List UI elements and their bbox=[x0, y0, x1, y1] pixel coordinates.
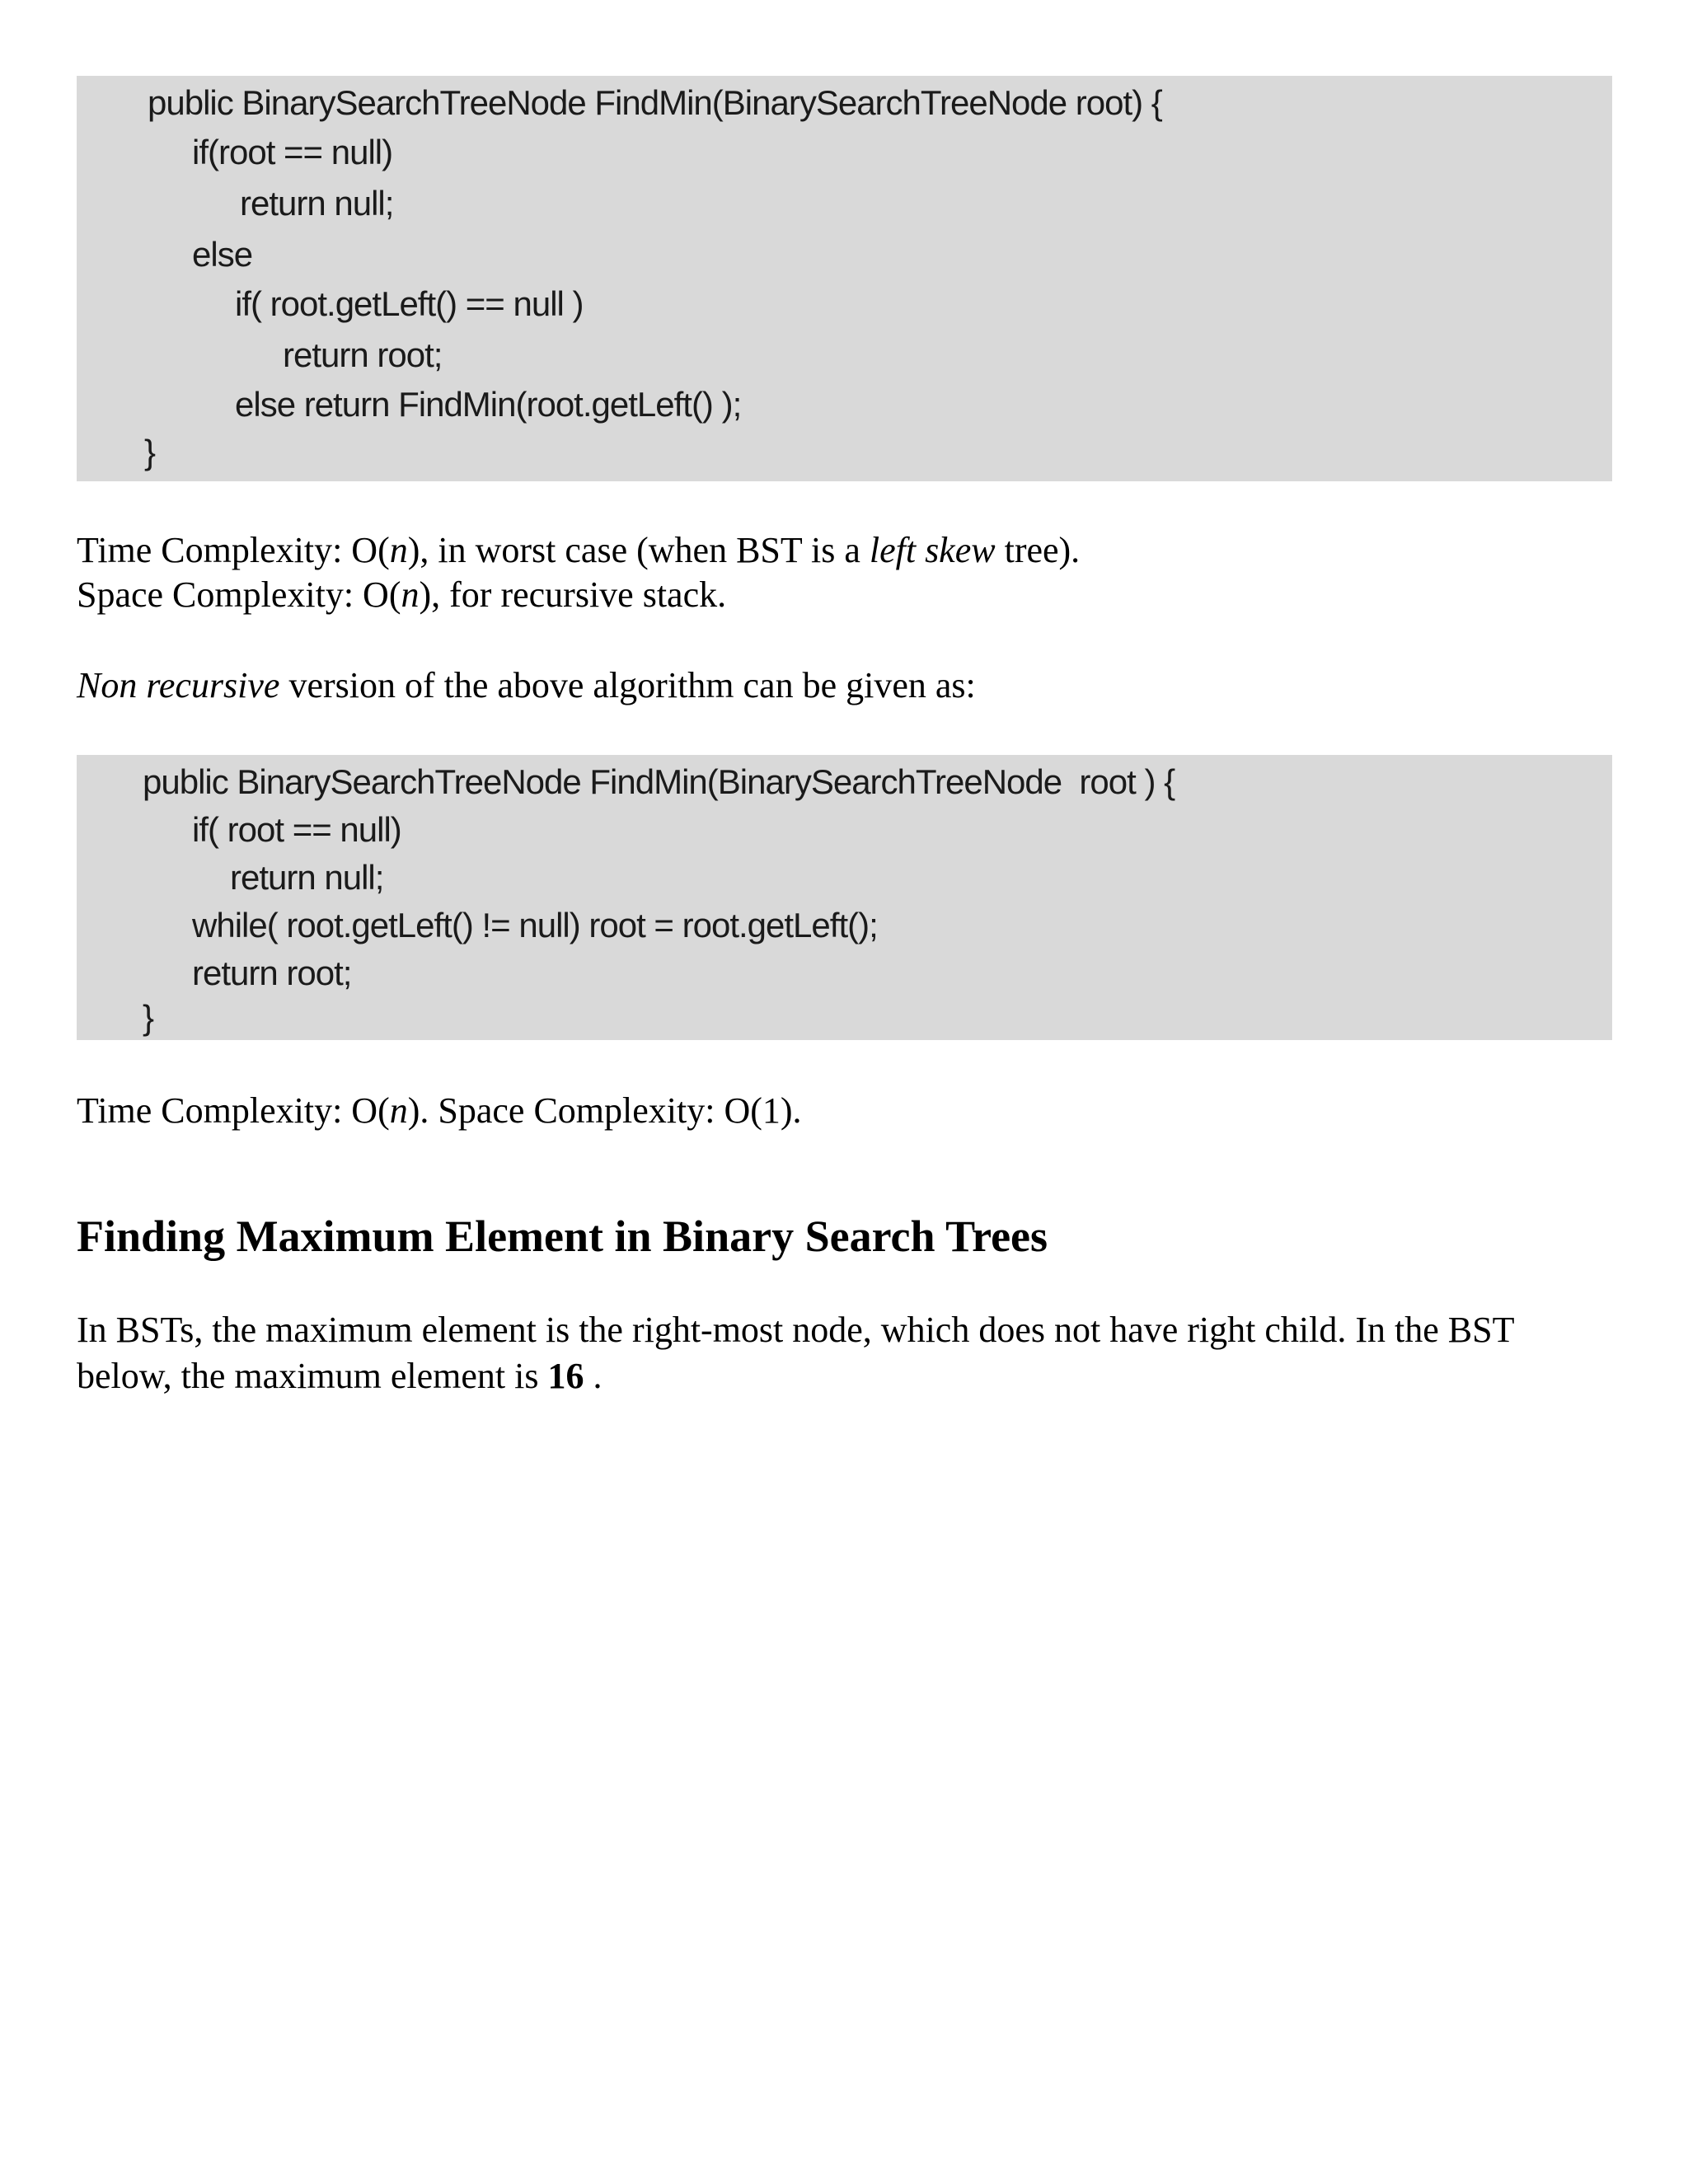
emphasis-non-recursive: Non recursive bbox=[77, 665, 280, 705]
max-element-paragraph-line1: In BSTs, the maximum element is the right-most node, which does not have right child. In the BST bbox=[77, 1310, 1515, 1350]
text: ), for recursive stack. bbox=[419, 574, 727, 615]
code-block-findmin-iterative bbox=[77, 755, 1612, 1040]
code-line: return root; bbox=[283, 335, 443, 374]
variable-n: n bbox=[389, 530, 408, 570]
code-line: else bbox=[192, 235, 253, 274]
code-line: } bbox=[144, 433, 156, 471]
max-element-paragraph-line2 bbox=[77, 1353, 1626, 1399]
code-line: while( root.getLeft() != null) root = root.getLeft(); bbox=[192, 906, 878, 944]
text: tree). bbox=[995, 530, 1081, 570]
code-line: return root; bbox=[192, 954, 352, 992]
text: . bbox=[584, 1356, 603, 1396]
code-line: if( root.getLeft() == null ) bbox=[235, 284, 584, 323]
variable-n: n bbox=[401, 574, 420, 615]
code-line: if(root == null) bbox=[192, 133, 393, 171]
space-complexity-recursive bbox=[77, 572, 1626, 618]
emphasis-left-skew: left skew bbox=[869, 530, 996, 570]
text: Time Complexity: O( bbox=[77, 530, 390, 570]
code-line: public BinarySearchTreeNode FindMin(BinarySearchTreeNode root) { bbox=[148, 83, 1162, 122]
complexity-iterative bbox=[77, 1088, 1626, 1134]
time-complexity-recursive bbox=[77, 527, 1626, 574]
code-line: if( root == null) bbox=[192, 810, 401, 849]
text: ), in worst case (when BST is a bbox=[407, 530, 870, 570]
max-value: 16 bbox=[547, 1356, 584, 1396]
text: Space Complexity: O( bbox=[77, 574, 401, 615]
variable-n: n bbox=[389, 1090, 408, 1131]
code-line: else return FindMin(root.getLeft() ); bbox=[235, 385, 742, 424]
text: below, the maximum element is bbox=[77, 1356, 548, 1396]
text: version of the above algorithm can be given as: bbox=[279, 665, 976, 705]
section-heading-max: Finding Maximum Element in Binary Search Trees bbox=[77, 1212, 1048, 1261]
text: Time Complexity: O( bbox=[77, 1090, 390, 1131]
text: ). Space Complexity: O(1). bbox=[407, 1090, 802, 1131]
code-block-findmin-recursive bbox=[77, 76, 1612, 481]
non-recursive-intro bbox=[77, 663, 1626, 709]
code-line: return null; bbox=[240, 184, 394, 223]
code-line: return null; bbox=[230, 858, 384, 897]
code-line: } bbox=[143, 998, 154, 1037]
code-line: public BinarySearchTreeNode FindMin(BinarySearchTreeNode root ) { bbox=[143, 762, 1175, 801]
